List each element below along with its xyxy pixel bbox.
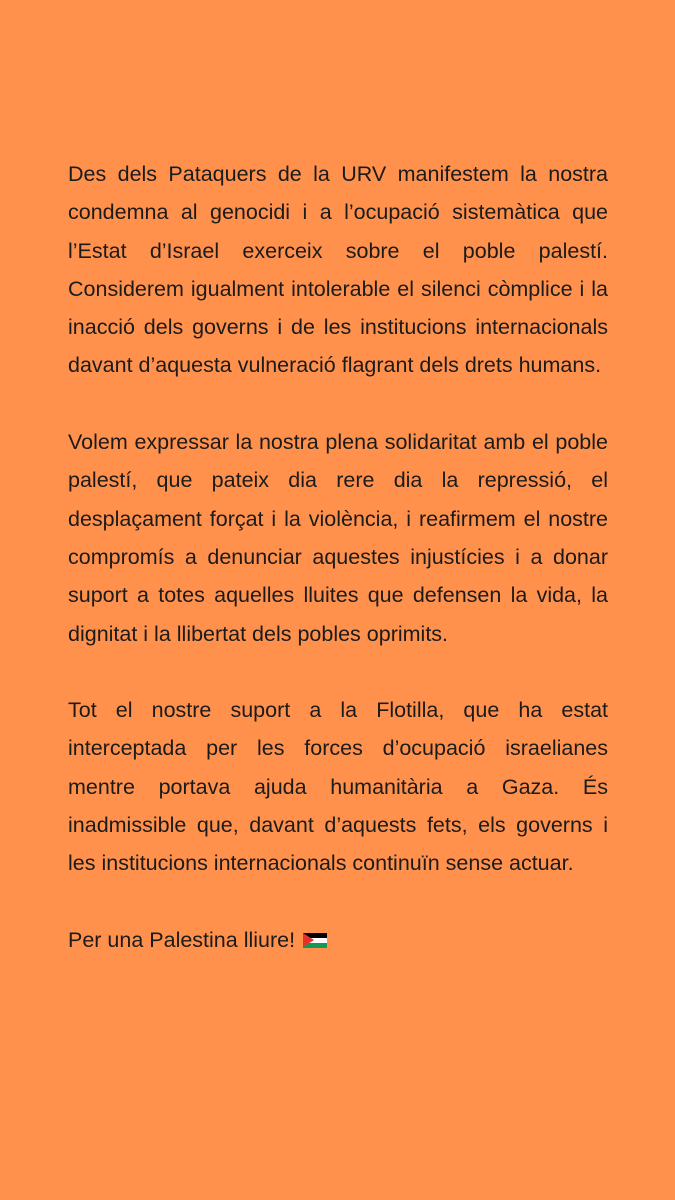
palestine-flag-icon: [303, 933, 327, 948]
paragraph-solidarity: Volem expressar la nostra plena solidaritat amb el poble palestí, que pateix dia rere dia la repressió, el desplaçament forçat i la violència, i reafirmem el nostre compromís a denunciar aquestes injustícies i a donar suport a totes aquelles lluites que defensen la vida, la dignitat i la llibertat dels pobles oprimits.: [68, 430, 608, 646]
statement-text: [68, 155, 608, 959]
paragraph-flotilla: Tot el nostre suport a la Flotilla, que ha estat interceptada per les forces d’ocupació israelianes mentre portava ajuda humanitària a Gaza. És inadmissible que, davant d’aquests fets, els governs i les institucions internacionals continuïn sense actuar.: [68, 698, 608, 876]
paragraph-condemnation: Des dels Pataquers de la URV manifestem la nostra condemna al genocidi i a l’ocupació sistemàtica que l’Estat d’Israel exerceix sobre el poble palestí. Considerem igualment intolerable el silenci còmplice i la inacció dels governs i de les institucions internacionals davant d’aquesta vulneració flagrant dels drets humans.: [68, 162, 608, 378]
closing-text: Per una Palestina lliure!: [68, 927, 296, 952]
closing-line: [68, 921, 608, 959]
